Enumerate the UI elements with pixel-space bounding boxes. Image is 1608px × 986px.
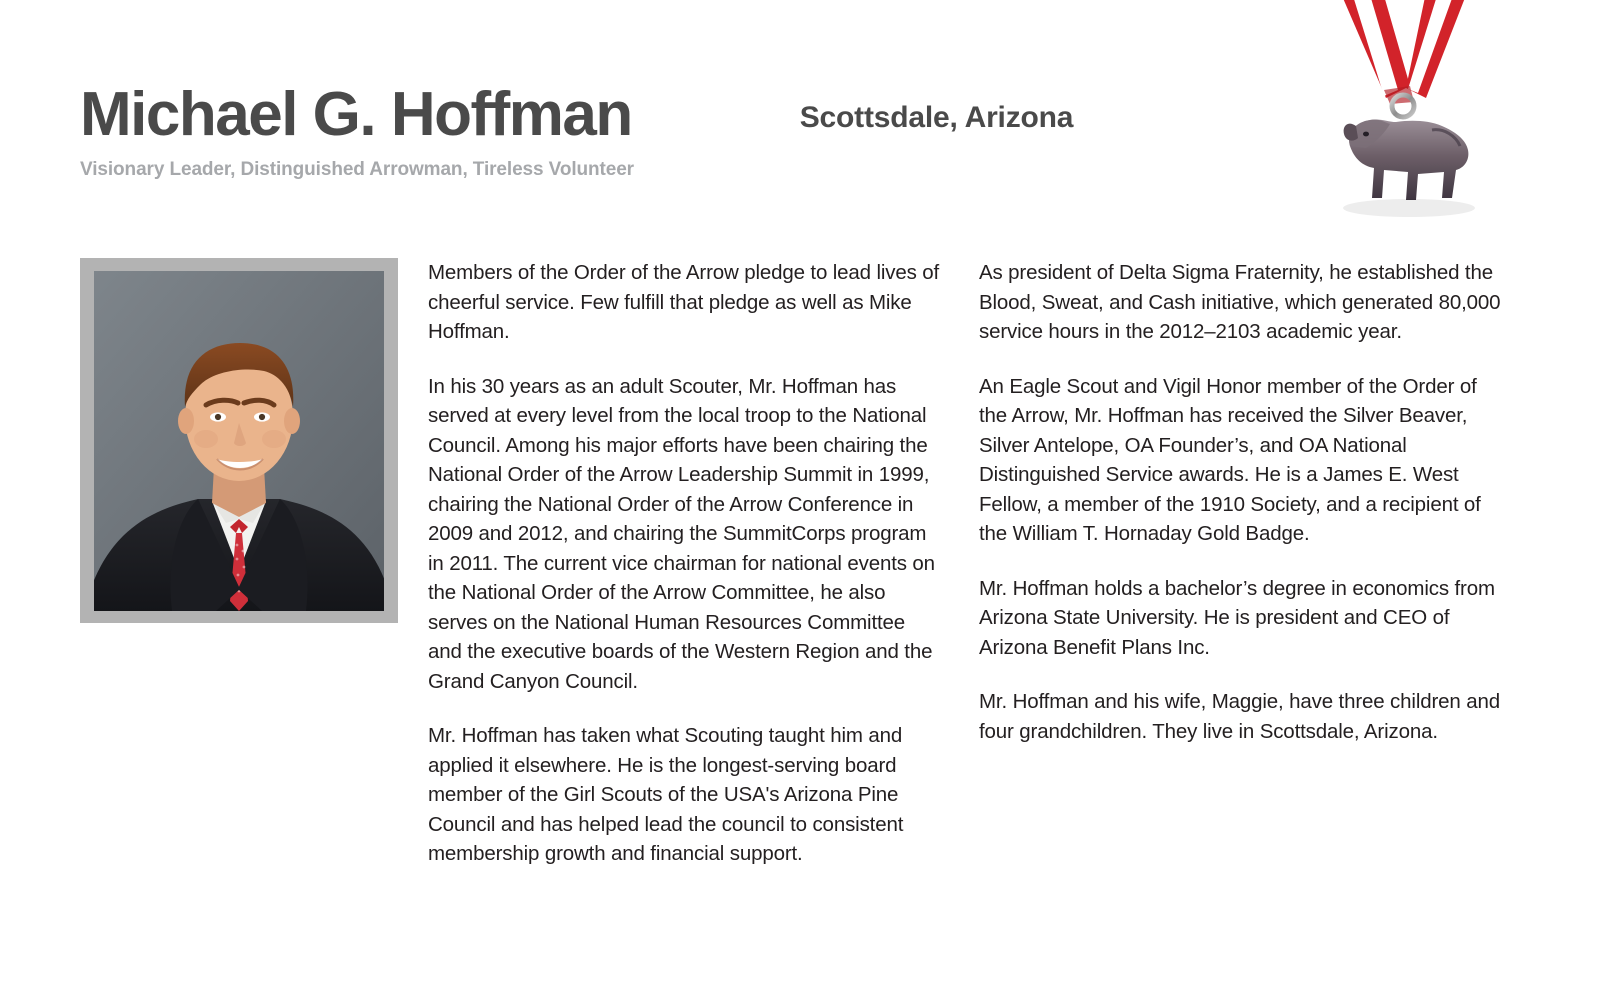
person-location: Scottsdale, Arizona — [799, 101, 1074, 134]
photo-column — [80, 258, 398, 623]
portrait-frame — [80, 258, 398, 623]
body-content — [80, 258, 1530, 869]
bio-paragraph: As president of Delta Sigma Fraternity, he established the Blood, Sweat, and Cash initiative, which generated 80,000 service hours in the 2012–2103 academic year. — [979, 261, 1501, 343]
page-title: Michael G. Hoffman — [80, 80, 632, 149]
bio-paragraph: An Eagle Scout and Vigil Honor member of the Order of the Arrow, Mr. Hoffman has received the Silver Beaver, Silver Antelope, OA Founder’s, and OA National Distinguished Service awards. He is a James E. West Fellow, a member of the 1910 Society, and a recipient of the William T. Hornaday Gold Badge. — [979, 374, 1481, 545]
bio-paragraph: Mr. Hoffman and his wife, Maggie, have three children and four grandchildren. They live in Scottsdale, Arizona. — [979, 690, 1500, 743]
bio-paragraph: In his 30 years as an adult Scouter, Mr. Hoffman has served at every level from the local troop to the National Council. Among his major efforts have been chairing the National Order of the Arrow Leadership Summit in 1999, chairing the National Order of the Arrow Conference in 2009 and 2012, and chairing the SummitCorps program in 2011. The current vice chairman for national events on the National Order of the Arrow Committee, he also serves on the National Human Resources Committee and the executive boards of the Western Region and the Grand Canyon Council. — [428, 374, 935, 693]
page-header — [80, 82, 1380, 181]
name-row — [80, 82, 1380, 147]
portrait-photo — [94, 271, 384, 611]
bio-column-left — [428, 258, 940, 869]
bio-column-right — [979, 258, 1506, 746]
bio-paragraph: Mr. Hoffman has taken what Scouting taught him and applied it elsewhere. He is the longest-serving board member of the Girl Scouts of the USA's Arizona Pine Council and has helped lead the council to consistent membership growth and financial support. — [428, 724, 904, 865]
person-tagline: Visionary Leader, Distinguished Arrowman, Tireless Volunteer — [80, 159, 634, 181]
bio-paragraph: Members of the Order of the Arrow pledge to lead lives of cheerful service. Few fulfill that pledge as well as Mike Hoffman. — [428, 261, 940, 343]
bio-paragraph: Mr. Hoffman holds a bachelor’s degree in economics from Arizona State University. He is president and CEO of Arizona Benefit Plans Inc. — [979, 576, 1495, 659]
